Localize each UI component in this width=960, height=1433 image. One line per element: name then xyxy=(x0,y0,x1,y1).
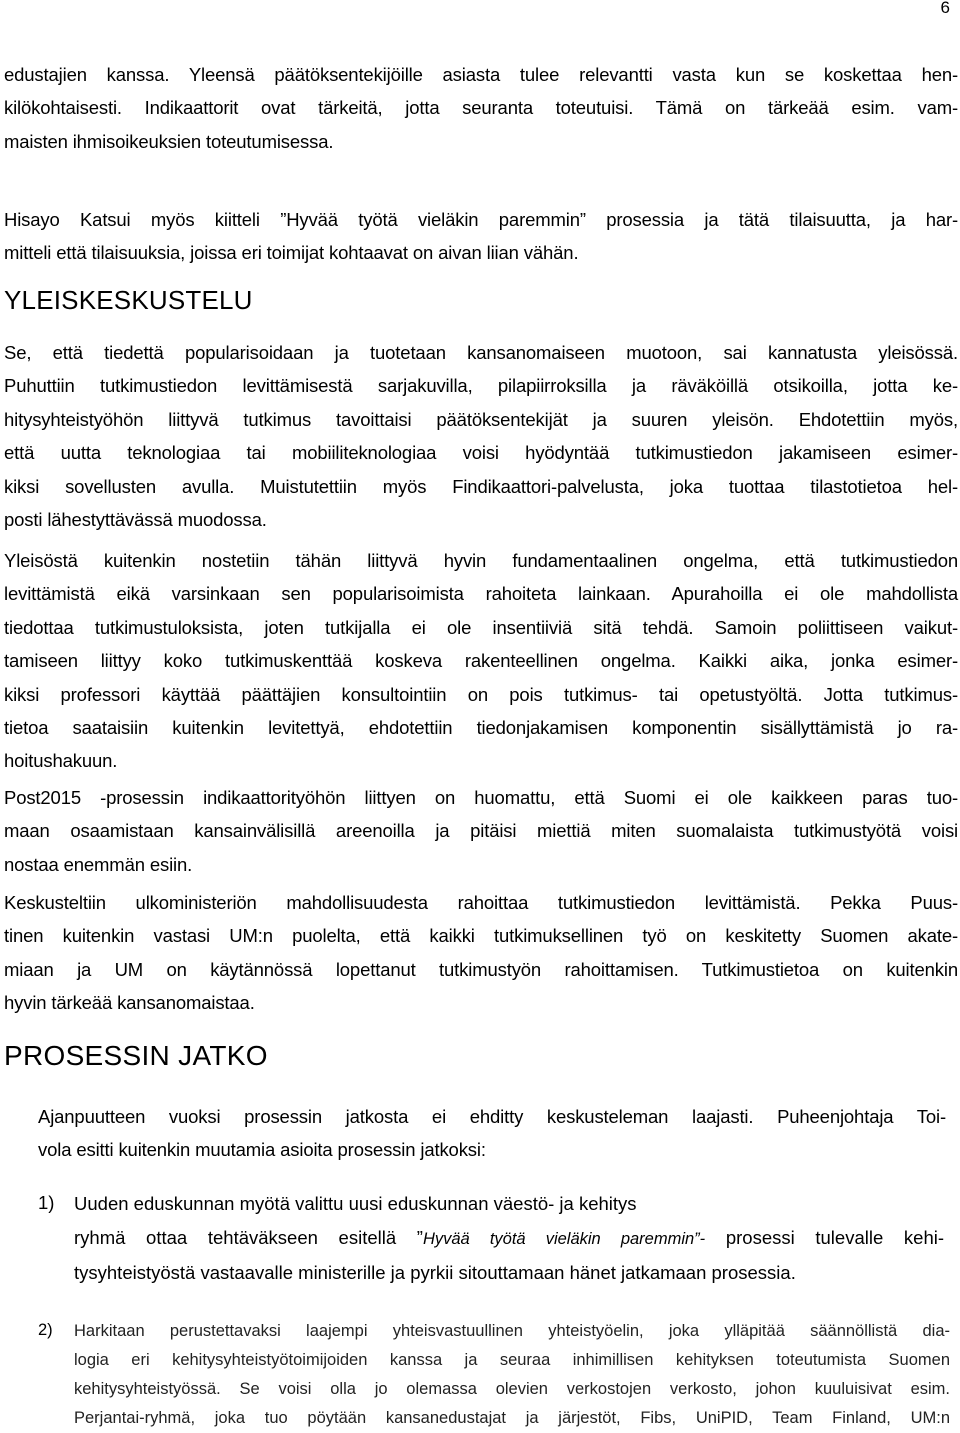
page-number: 6 xyxy=(940,0,950,17)
paragraph-2 xyxy=(4,203,958,270)
heading-yleiskeskustelu: YLEISKESKUSTELU xyxy=(4,285,253,315)
text-line: kiksi sovellusten avulla. Muistutettiin myös Findikaattori-palvelusta, joka tuottaa tilastotietoa hel- xyxy=(4,475,958,497)
text-line: kilökohtaisesti. Indikaattorit ovat tärkeitä, jotta seuranta toteutuisi. Tämä on tärkeää esim. vam- xyxy=(4,97,958,119)
text-line: hyvin tärkeää kansanomaistaa. xyxy=(4,992,255,1014)
paragraph-3 xyxy=(4,336,958,536)
text-line: vola esitti kuitenkin muutamia asioita prosessin jatkoksi: xyxy=(38,1139,486,1161)
paragraph-6 xyxy=(4,886,958,1020)
list-number-1: 1) xyxy=(38,1192,55,1213)
text-line: levittämistä eikä varsinkaan sen popularisoimista rahoiteta lainkaan. Apurahoilla ei ole mahdollista xyxy=(4,583,958,605)
italic-title: Hyvää työtä vieläkin paremmin”- xyxy=(422,1229,706,1248)
text-segment: prosessi tulevalle kehi- xyxy=(705,1226,945,1248)
list-item-1 xyxy=(74,1187,944,1290)
text-line: edustajien kanssa. Yleensä päätöksentekijöille asiasta tulee relevantti vasta kun se koskettaa hen- xyxy=(4,64,958,85)
text-line: kiksi professori käyttää päättäjien konsultointiin on pois tutkimus- tai opetustyöltä. Jotta tutkimus- xyxy=(4,683,958,705)
text-line: Keskusteltiin ulkoministeriön mahdollisuudesta rahoittaa tutkimustiedon levittämistä. Pekka Puus- xyxy=(4,892,958,913)
paragraph-4 xyxy=(4,544,958,778)
text-line: logia eri kehitysyhteistyötoimijoiden kanssa ja seuraa inhimillisen kehityksen toteutumista Suomen xyxy=(74,1351,950,1369)
text-line: Puhuttiin tutkimustiedon levittämisestä sarjakuvilla, pilapiirroksilla ja räväköillä otsikoilla, jotta ke- xyxy=(4,375,958,397)
text-line: hoitushakuun. xyxy=(4,750,118,772)
text-line: nostaa enemmän esiin. xyxy=(4,853,193,875)
text-segment: ryhmä ottaa tehtäväkseen esitellä ” xyxy=(74,1226,423,1248)
paragraph-7 xyxy=(38,1100,946,1167)
text-line: kehitysyhteistyössä. Se voisi olla jo olemassa olevien verkostojen verkosto, johon kuuluisivat esim. xyxy=(74,1380,950,1398)
text-line: tietoa saataisiin kuitenkin levitettyä, ehdotettiin tiedonjakamisen komponentin sisällyttämistä jo ra- xyxy=(4,717,958,739)
text-line: maan osaamistaan kansainvälisillä areenoilla ja pitäisi miettiä miten suomalaista tutkimustyötä voisi xyxy=(4,820,958,842)
heading-prosessin-jatko: PROSESSIN JATKO xyxy=(4,1040,268,1071)
text-line: tamiseen liittyy koko tutkimuskenttää koskeva rakenteellinen ongelma. Kaikki aika, jonka esimer- xyxy=(4,650,958,672)
text-line: Post2015 -prosessin indikaattorityöhön liittyen on huomattu, että Suomi ei ole kaikkeen paras tuo- xyxy=(4,787,958,808)
text-line: Harkitaan perustettavaksi laajempi yhteisvastuullinen yhteistyöelin, joka ylläpitää säännöllistä dia- xyxy=(74,1322,950,1340)
list-number-2: 2) xyxy=(38,1321,53,1339)
text-line: Perjantai-ryhmä, joka tuo pöytään kansanedustajat ja järjestöt, Fibs, UniPID, Team Finland, UM:n xyxy=(74,1409,950,1427)
list-item-2 xyxy=(74,1317,950,1433)
text-line: tysyhteistyöstä vastaavalle ministerille ja pyrkii sitouttamaan hänet jatkamaan prosessia. xyxy=(74,1262,796,1283)
text-line: maisten ihmisoikeuksien toteutumisessa. xyxy=(4,130,334,152)
paragraph-5 xyxy=(4,781,958,881)
text-line: Yleisöstä kuitenkin nostetiin tähän liittyvä hyvin fundamentaalinen ongelma, että tutkimustiedon xyxy=(4,550,958,571)
text-line: että uutta teknologiaa tai mobiiliteknologiaa voisi hyödyntää tutkimustiedon jakamiseen esimer- xyxy=(4,442,958,464)
text-line: tiedottaa tutkimustuloksista, joten tutkijalla ei ole insentiiviä sitä tehdä. Samoin poliittiseen vaikut- xyxy=(4,616,958,638)
text-line: hitysyhteistyöhön liittyvä tutkimus tavoittaisi päätöksentekijät ja suuren yleisön. Ehdotettiin myös, xyxy=(4,408,958,430)
text-line: Ajanpuutteen vuoksi prosessin jatkosta ei ehditty keskusteleman laajasti. Puheenjohtaja Toi- xyxy=(38,1106,946,1127)
text-line: Uuden eduskunnan myötä valittu uusi eduskunnan väestö- ja kehitys xyxy=(74,1193,637,1214)
text-line: Se, että tiedettä popularisoidaan ja tuotetaan kansanomaiseen muotoon, sai kannatusta yleisössä. xyxy=(4,342,958,363)
text-line: posti lähestyttävässä muodossa. xyxy=(4,509,267,531)
text-line: miaan ja UM on käytännössä lopettanut tutkimustyön rahoittamisen. Tutkimustietoa on kuitenkin xyxy=(4,958,958,980)
text-line: mitteli että tilaisuuksia, joissa eri toimijat kohtaavat on aivan liian vähän. xyxy=(4,242,579,264)
paragraph-1 xyxy=(4,58,958,158)
text-line: tinen kuitenkin vastasi UM:n puolelta, että kaikki tutkimuksellinen työ on keskitetty Suomen akate- xyxy=(4,925,958,947)
text-line xyxy=(74,1221,944,1257)
text-line: Hisayo Katsui myös kiitteli ”Hyvää työtä vieläkin paremmin” prosessia ja tätä tilaisuutta, ja har- xyxy=(4,209,958,230)
